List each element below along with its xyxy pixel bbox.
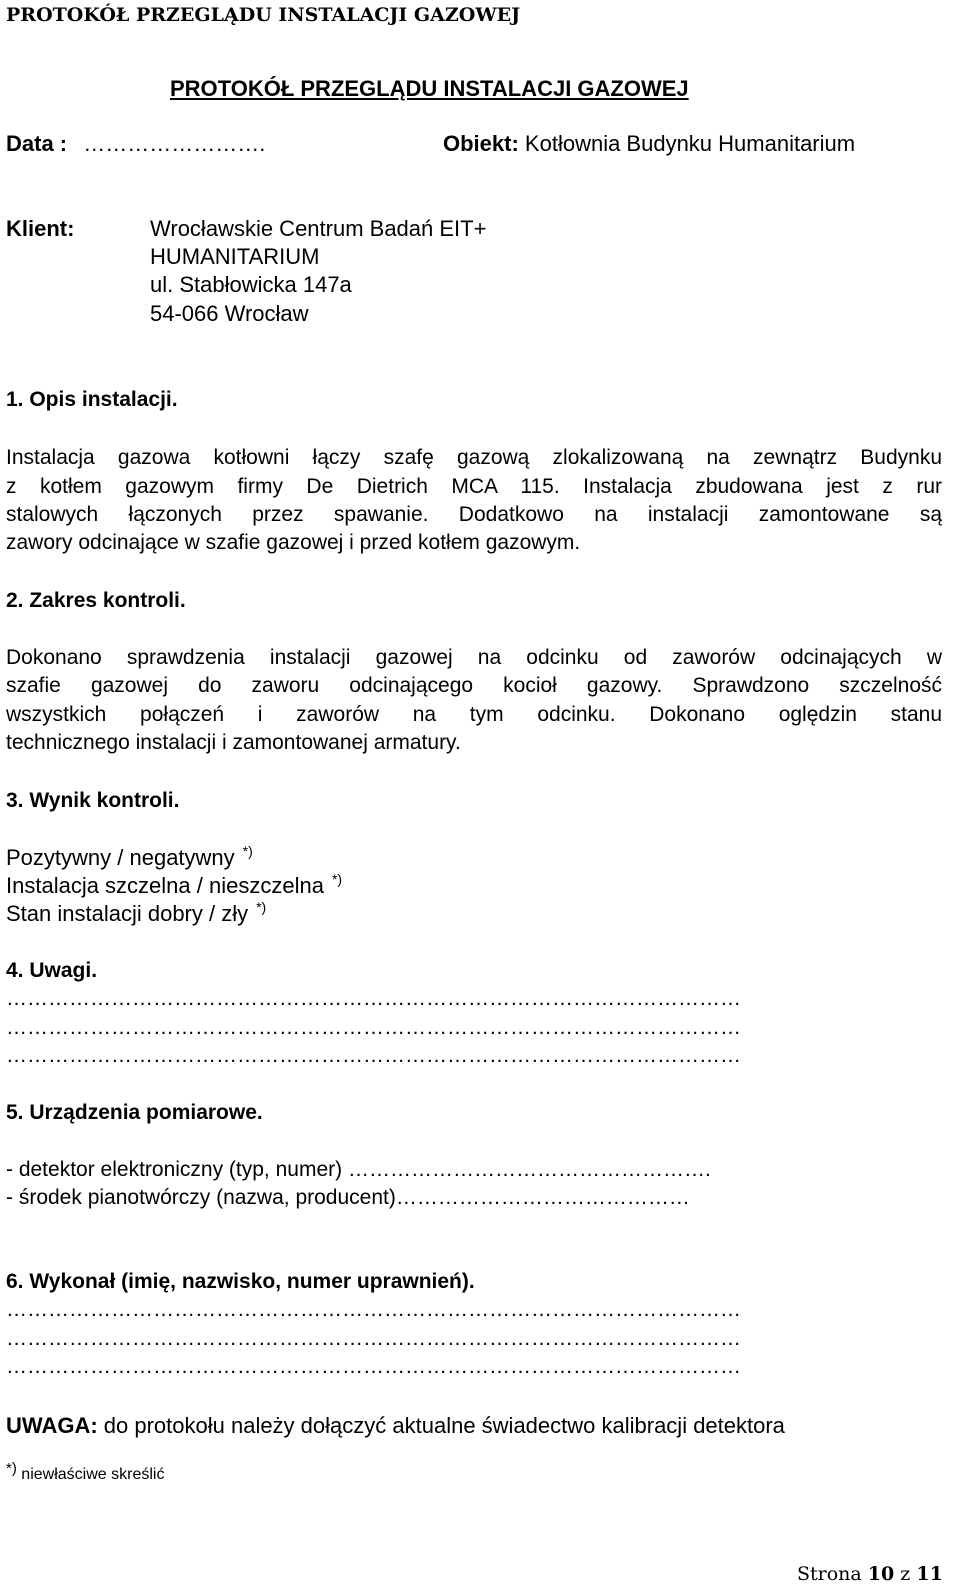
object-label: Obiekt: <box>443 131 519 156</box>
result-line <box>6 901 266 927</box>
date-label: Data : <box>6 131 68 156</box>
section-heading: 1. Opis instalacji. <box>6 388 178 411</box>
dotted-line: …………………………………………………………………………………………… <box>6 987 741 1010</box>
client-line: ul. Stabłowicka 147a <box>150 272 352 297</box>
object-value: Kotłownia Budynku Humanitarium <box>524 131 856 156</box>
result-line <box>6 873 342 899</box>
paragraph-line: technicznego instalacji i zamontowanej armatury. <box>6 731 461 754</box>
result-text: Instalacja szczelna / nieszczelna <box>6 873 324 898</box>
dotted-line: …………………………………………………………………………………………… <box>6 1044 741 1067</box>
note-text: do protokołu należy dołączyć aktualne świadectwo kalibracji detektora <box>97 1413 785 1438</box>
client-line: 54-066 Wrocław <box>150 301 309 326</box>
date-row <box>6 131 265 157</box>
footnote-marker: *) <box>331 871 343 887</box>
page-title: PROTOKÓŁ PRZEGLĄDU INSTALACJI GAZOWEJ <box>170 76 689 101</box>
page-prefix: Strona <box>797 1563 862 1585</box>
page-total: 11 <box>916 1563 943 1585</box>
paragraph-line: z kotłem gazowym firmy De Dietrich MCA 115. Instalacja zbudowana jest z rur <box>6 475 942 498</box>
section-heading: 4. Uwagi. <box>6 959 98 982</box>
footnote-symbol: *) <box>6 1460 17 1477</box>
device-line: - środek pianotwórczy (nazwa, producent)…………………………………… <box>6 1186 690 1209</box>
dotted-line: …………………………………………………………………………………………… <box>6 1355 741 1378</box>
paragraph-line: wszystkich połączeń i zaworów na tym odcinku. Dokonano oględzin stanu <box>6 703 942 726</box>
object-row <box>443 131 855 157</box>
page-of: z <box>900 1563 911 1585</box>
device-line: - detektor elektroniczny (typ, numer) ……………………………………………. <box>6 1158 711 1181</box>
result-text: Pozytywny / negatywny <box>6 845 235 870</box>
section-heading: 3. Wynik kontroli. <box>6 789 180 812</box>
section-heading: 6. Wykonał (imię, nazwisko, numer uprawnień). <box>6 1270 475 1293</box>
paragraph-line: Instalacja gazowa kotłowni łączy szafę gazową zlokalizowaną na zewnątrz Budynku <box>6 446 942 469</box>
dotted-line: …………………………………………………………………………………………… <box>6 1327 741 1350</box>
footnote-marker: *) <box>256 899 267 915</box>
dotted-line: …………………………………………………………………………………………… <box>6 1016 741 1039</box>
paragraph-line: zawory odcinające w szafie gazowej i przed kotłem gazowym. <box>6 531 581 554</box>
page-number <box>797 1563 943 1585</box>
note <box>6 1413 785 1439</box>
paragraph-line: szafie gazowej do zaworu odcinającego kocioł gazowy. Sprawdzono szczelność <box>6 674 942 697</box>
paragraph-line: stalowych łączonych przez spawanie. Dodatkowo na instalacji zamontowane są <box>6 503 942 526</box>
client-label: Klient: <box>6 216 75 241</box>
result-text: Stan instalacji dobry / zły <box>6 901 249 926</box>
section-heading: 5. Urządzenia pomiarowe. <box>6 1101 263 1124</box>
client-line: HUMANITARIUM <box>150 244 320 269</box>
date-value: ……………………. <box>83 131 266 156</box>
result-line <box>6 845 253 871</box>
footnote-marker: *) <box>242 843 253 859</box>
footnote-text: niewłaściwe skreślić <box>21 1466 165 1483</box>
running-header: PROTOKÓŁ PRZEGLĄDU INSTALACJI GAZOWEJ <box>6 4 521 26</box>
client-line: Wrocławskie Centrum Badań EIT+ <box>150 216 487 241</box>
paragraph-line: Dokonano sprawdzenia instalacji gazowej na odcinku od zaworów odcinających w <box>6 646 942 669</box>
footnote <box>6 1460 165 1484</box>
page-current: 10 <box>867 1563 895 1585</box>
section-heading: 2. Zakres kontroli. <box>6 589 186 612</box>
dotted-line: …………………………………………………………………………………………… <box>6 1298 741 1321</box>
note-label: UWAGA: <box>6 1413 98 1438</box>
